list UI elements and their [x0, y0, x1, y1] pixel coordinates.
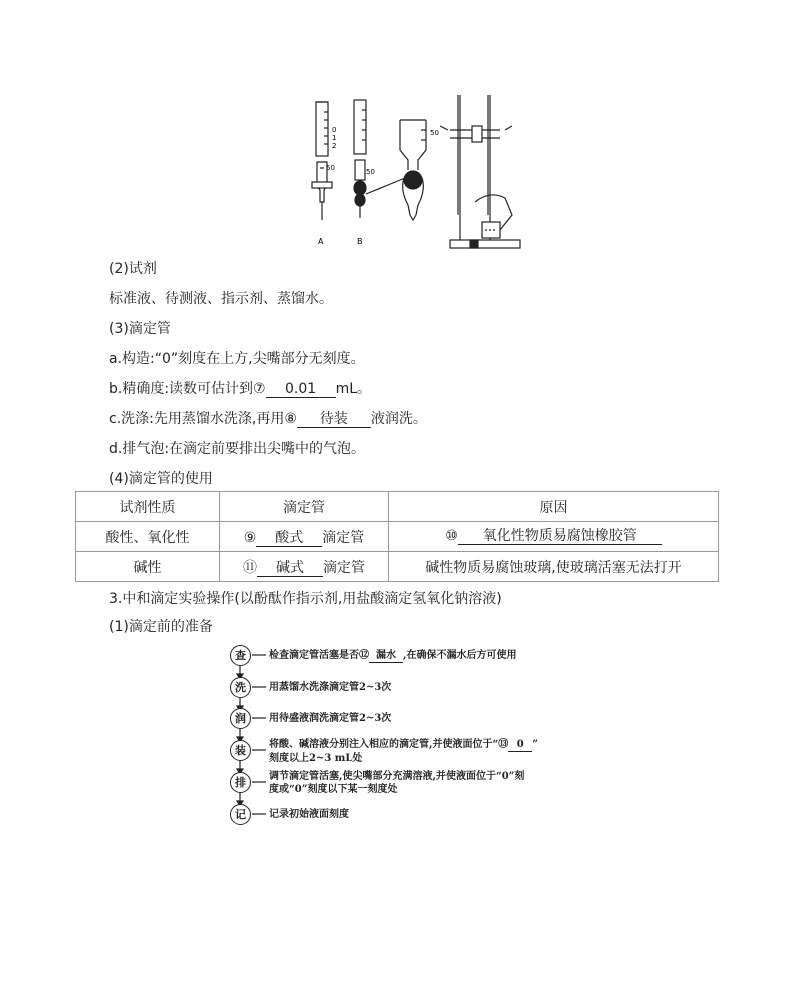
header-reason: 原因: [389, 492, 719, 522]
header-burette: 滴定管: [220, 492, 389, 522]
section-3-main-title: 3.中和滴定实验操作(以酚酞作指示剂,用盐酸滴定氢氧化钠溶液): [109, 591, 502, 607]
acid-burette-a: [312, 102, 332, 220]
burette-degassing: d.排气泡:在滴定前要排出尖嘴中的气泡。: [109, 441, 366, 457]
table-row: 酸性、氧化性 ⑨ 酸式 滴定管 ⑩ 氧化性物质易腐蚀橡胶管: [76, 522, 719, 552]
section-4-title: (4)滴定管的使用: [109, 471, 213, 487]
preparation-flowchart: [228, 643, 588, 823]
step-rinse-icon: 润: [230, 708, 251, 729]
rubber-tube-detail: [400, 120, 426, 220]
section-3-1-title: (1)滴定前的准备: [109, 619, 213, 635]
table-row: 碱性 ⑪ 碱式 滴定管 碱性物质易腐蚀玻璃,使玻璃活塞无法打开: [76, 552, 719, 582]
step-fill-text: 将酸、碱溶液分别注入相应的滴定管,并使液面位于“⑬ 0 ” 刻度以上2~3 mL处: [269, 739, 538, 764]
burette-precision: b.精确度:读数可估计到⑦ 0.01 mL。: [109, 381, 372, 397]
step-fill-icon: 装: [230, 740, 251, 761]
step-record-icon: 记: [230, 804, 251, 825]
step-rinse-text: 用待盛液润洗滴定管2~3次: [269, 713, 392, 724]
label-a: A: [318, 237, 324, 246]
step-check-icon: 查: [230, 645, 251, 666]
section-2-text: 标准液、待测液、指示剂、蒸馏水。: [109, 291, 333, 307]
step-wash-text: 用蒸馏水洗涤滴定管2~3次: [269, 682, 392, 693]
titration-apparatus-figure: [300, 90, 530, 255]
tick-label-0: 0: [332, 126, 337, 134]
step-expel-icon: 排: [230, 772, 251, 793]
table-header-row: [76, 492, 719, 522]
base-burette-b: [354, 100, 405, 218]
burette-washing: c.洗涤:先用蒸馏水洗涤,再用⑧ 待装 液润洗。: [109, 411, 427, 427]
step-check-text: 检查滴定管活塞是否⑫ 漏水 ,在确保不漏水后方可使用: [269, 650, 517, 661]
tick-label-1: 1: [332, 134, 337, 142]
label-b: B: [357, 237, 363, 246]
tick-label-50-c: 50: [430, 129, 439, 137]
blank-7: 0.01: [266, 381, 336, 398]
tick-label-50-b: 50: [366, 168, 375, 176]
section-3-title: (3)滴定管: [109, 321, 171, 337]
step-wash-icon: 洗: [230, 677, 251, 698]
step-record-text: 记录初始液面刻度: [269, 809, 349, 820]
header-nature: 试剂性质: [76, 492, 220, 522]
burette-stand: [440, 95, 520, 248]
blank-8: 待装: [297, 411, 371, 428]
tick-label-2: 2: [332, 142, 337, 150]
burette-structure: a.构造:“0”刻度在上方,尖嘴部分无刻度。: [109, 351, 365, 367]
tick-label-50-a: 50: [326, 164, 335, 172]
burette-usage-table: [75, 491, 719, 582]
section-2-title: (2)试剂: [109, 261, 157, 277]
step-expel-text: 调节滴定管活塞,使尖嘴部分充满溶液,并使液面位于“0”刻 度或“0”刻度以下某一刻度处: [269, 771, 525, 795]
